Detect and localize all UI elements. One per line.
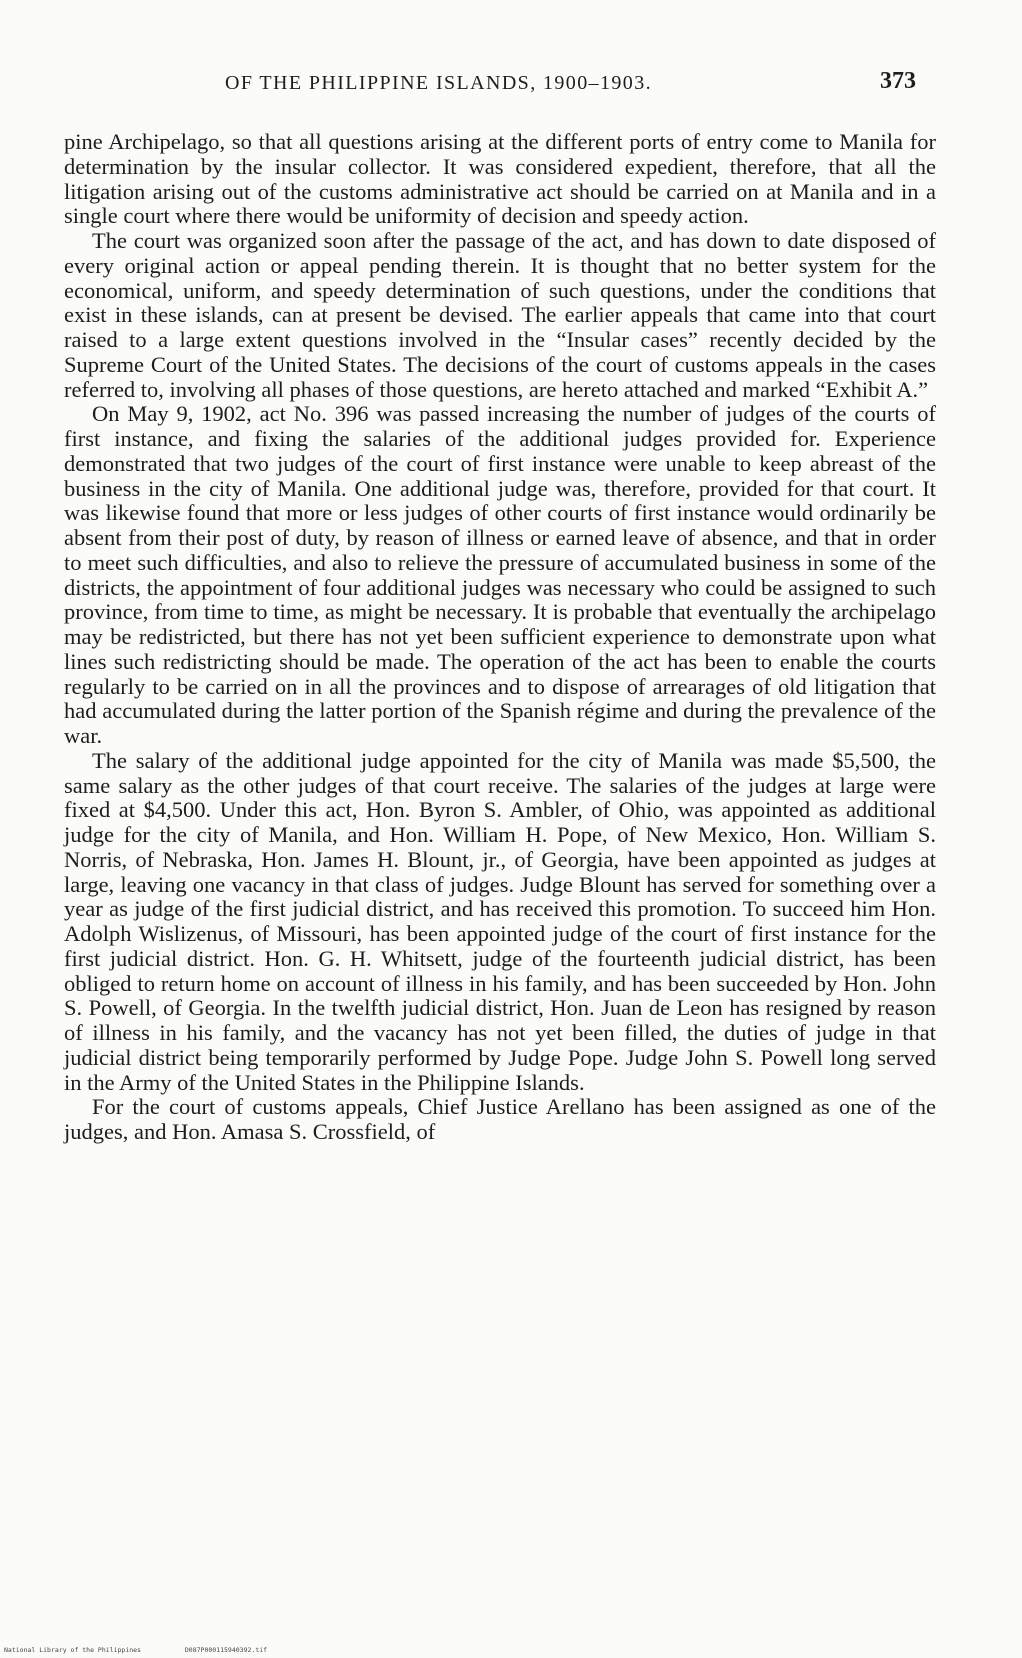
paragraph: On May 9, 1902, act No. 396 was passed increasing the number of judges of the courts of first instance, and fixing the salaries of the additional judges provided for. Experience demonstrated that two judges of the court of first instance were unable to keep abreast of the business in the city of Manila. One additional judge was, therefore, provided for that court. It was likewise found that more or less judges of other courts of first instance would ordinarily be absent from their post of duty, by reason of illness or earned leave of absence, and that in order to meet such difficulties, and also to relieve the pressure of accumulated business in some of the districts, the appointment of four additional judges was necessary who could be assigned to such province, from time to time, as might be necessary. It is probable that eventually the archipelago may be redistricted, but there has not yet been sufficient experience to demonstrate upon what lines such redistricting should be made. The operation of the act has been to enable the courts regularly to be carried on in all the provinces and to dispose of arrearages of old litigation that had accumulated during the latter portion of the Spanish régime and during the prevalence of the war. (64, 401, 936, 748)
body-text (64, 130, 936, 1145)
paragraph: The salary of the additional judge appointed for the city of Manila was made $5,500, the same salary as the other judges of that court receive. The salaries of the judges at large were fixed at $4,500. Under this act, Hon. Byron S. Ambler, of Ohio, was appointed as additional judge for the city of Manila, and Hon. William H. Pope, of New Mexico, Hon. William S. Norris, of Nebraska, Hon. James H. Blount, jr., of Georgia, have been appointed as judges at large, leaving one vacancy in that class of judges. Judge Blount has served for something over a year as judge of the first judicial district, and has received this promotion. To succeed him Hon. Adolph Wislizenus, of Missouri, has been appointed judge of the court of first instance for the first judicial district. Hon. G. H. Whitsett, judge of the fourteenth judicial district, has been obliged to return home on account of illness in his family, and has been succeeded by Hon. John S. Powell, of Georgia. In the twelfth judicial district, Hon. Juan de Leon has resigned by reason of illness in his family, and the vacancy has not yet been filled, the duties of judge in that judicial district being temporarily performed by Judge Pope. Judge John S. Powell long served in the Army of the United States in the Philippine Islands. (64, 747, 936, 1095)
page-header (0, 68, 1022, 108)
running-head: OF THE PHILIPPINE ISLANDS, 1900–1903. (225, 72, 653, 94)
scan-footer (4, 1646, 307, 1654)
paragraph: For the court of customs appeals, Chief Justice Arellano has been assigned as one of the judges, and Hon. Amasa S. Crossfield, of (64, 1094, 936, 1144)
footer-file: D087P000115940392.tif (184, 1646, 268, 1654)
footer-library: National Library of the Philippines (4, 1646, 141, 1654)
paragraph: pine Archipelago, so that all questions arising at the different ports of entry come to Manila for determination by the insular collector. It was considered expedient, therefore, that all the litigation arising out of the customs administrative act should be carried on at Manila and in a single court where there would be uniformity of decision and speedy action. (64, 129, 936, 229)
paragraph: The court was organized soon after the passage of the act, and has down to date disposed of every original action or appeal pending therein. It is thought that no better system for the economical, uniform, and speedy determination of such questions, under the conditions that exist in these islands, can at present be devised. The earlier appeals that came into that court raised to a large extent questions involved in the “Insular cases” recently decided by the Supreme Court of the United States. The decisions of the court of customs appeals in the cases referred to, involving all phases of those questions, are hereto attached and marked “Exhibit A.” (64, 228, 936, 402)
page-number: 373 (880, 68, 916, 94)
